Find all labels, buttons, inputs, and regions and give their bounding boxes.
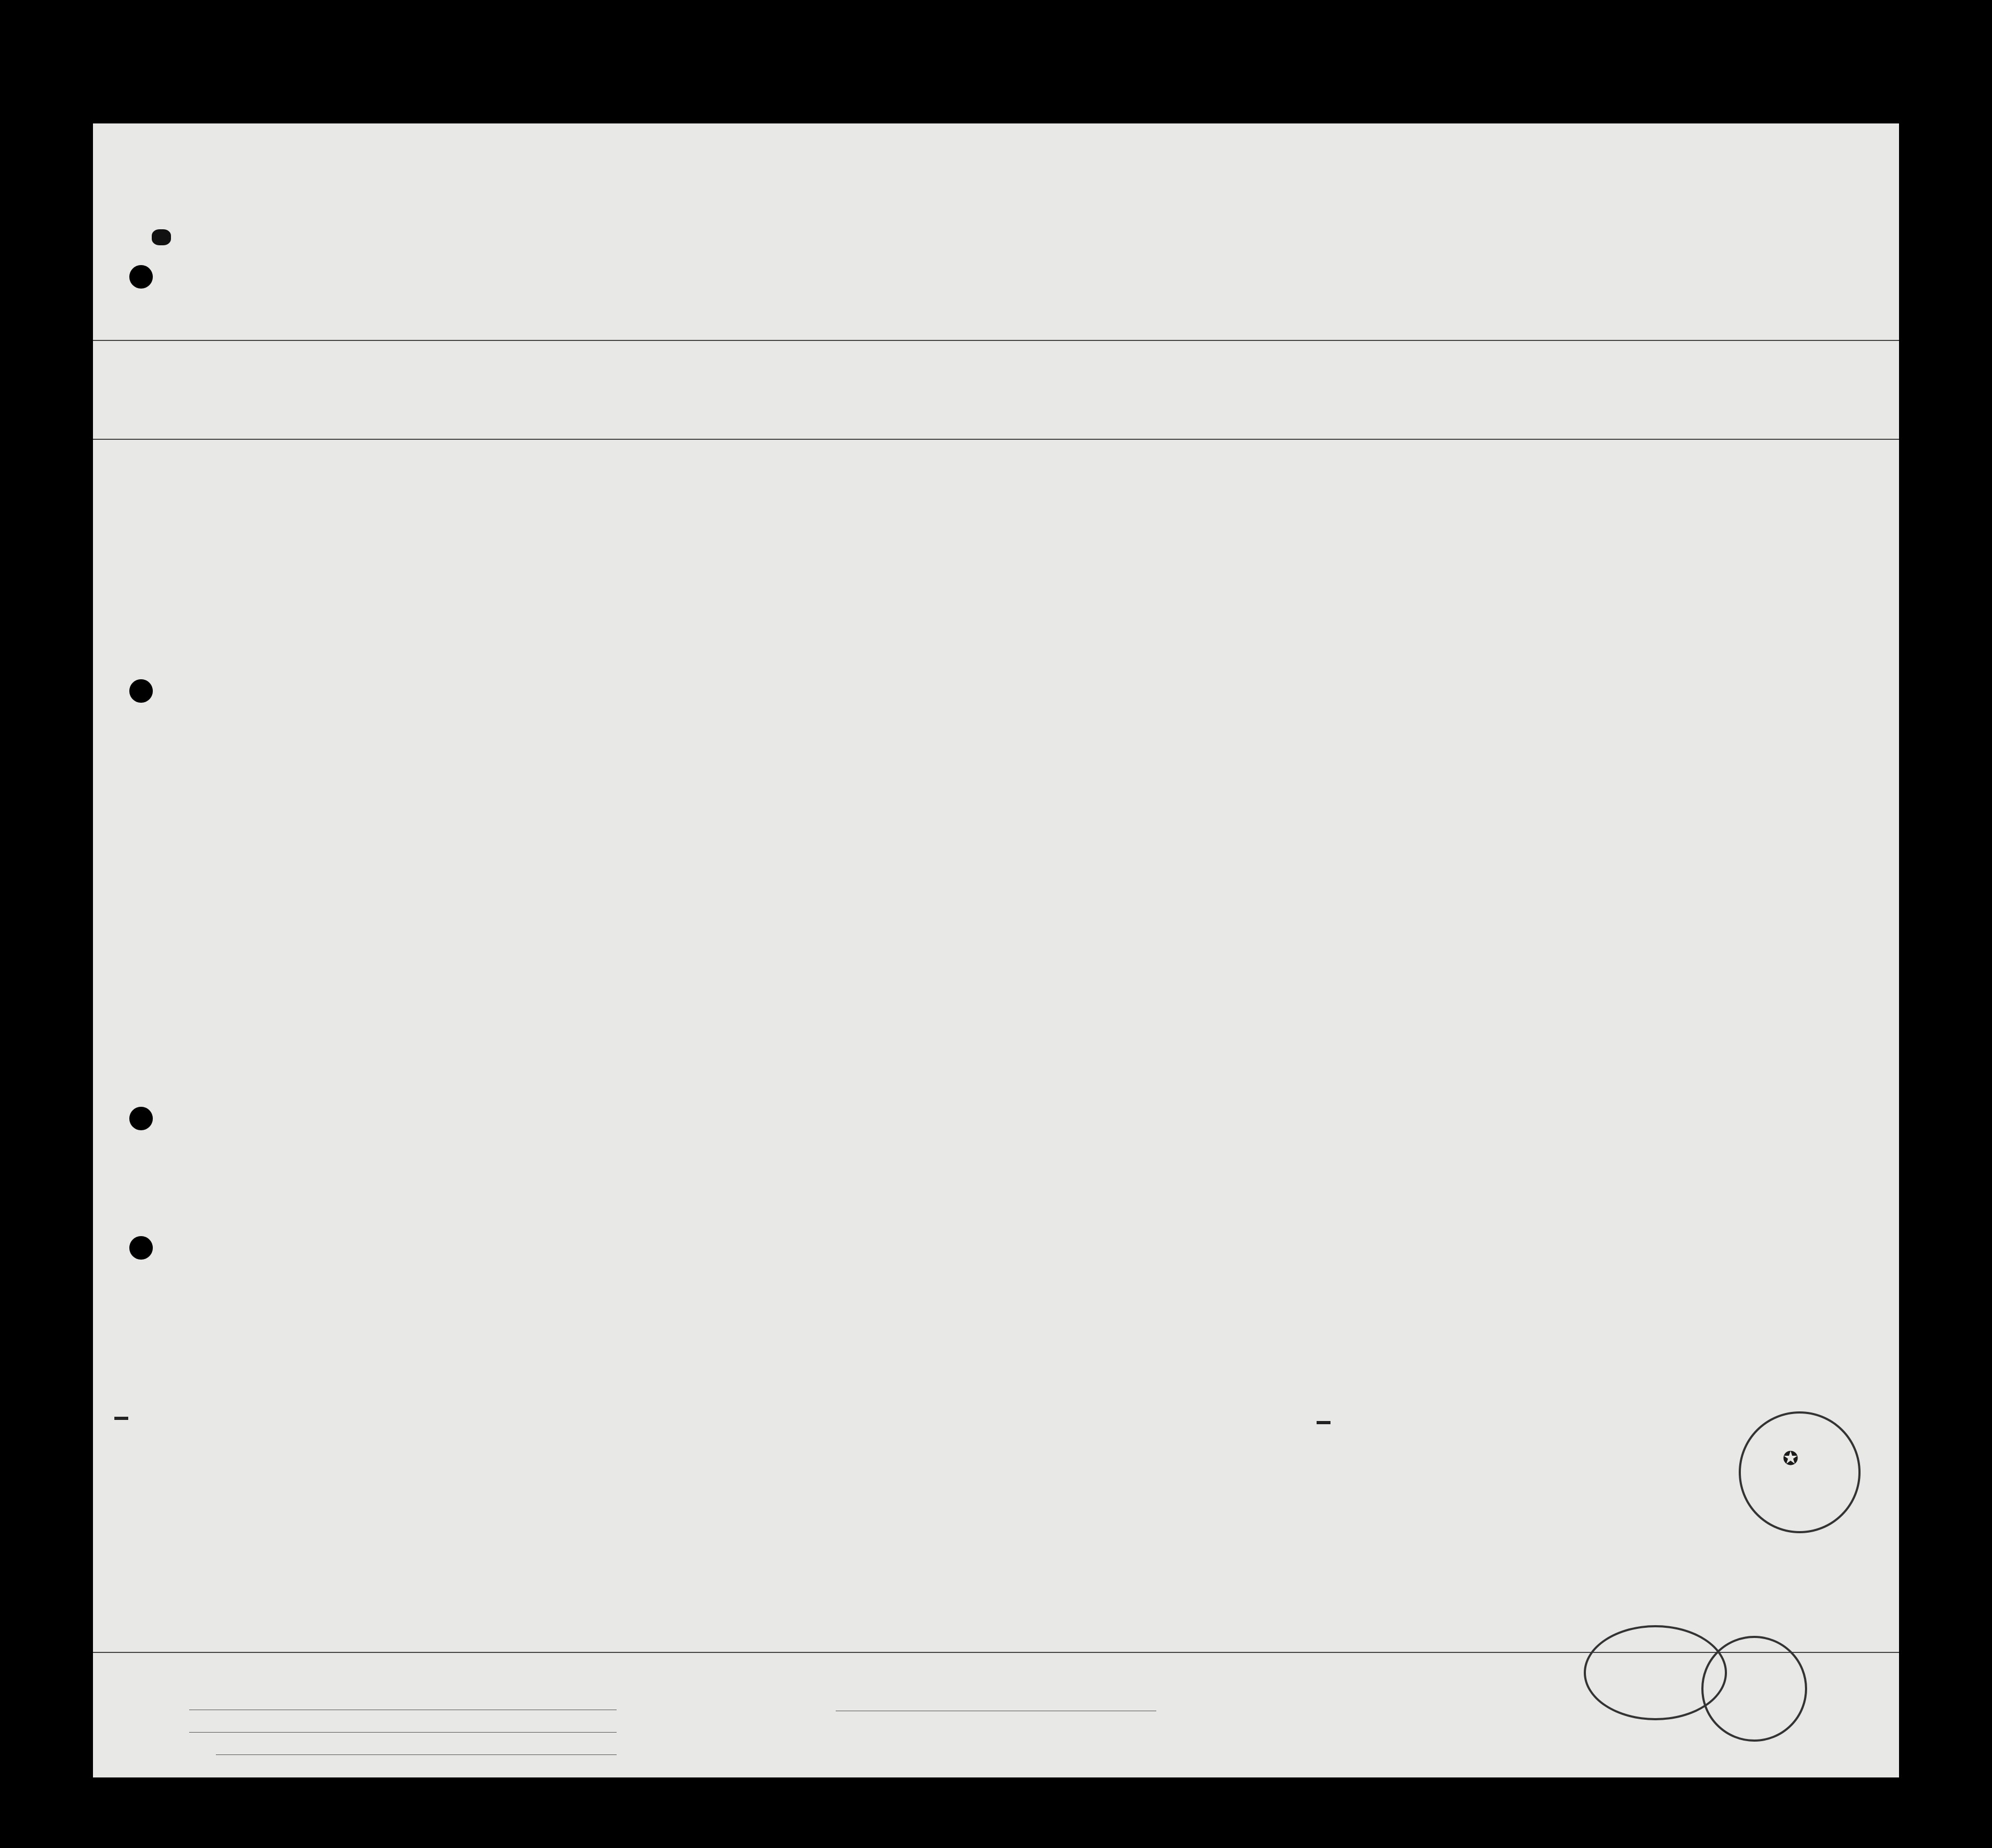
footer-rule [216, 1754, 617, 1755]
consulate-seal-stamp [1701, 1636, 1807, 1742]
ink-blot [152, 229, 171, 245]
did-not-sail-stamp [114, 1417, 128, 1420]
consulate-seal-text [1713, 1661, 1795, 1700]
manifest-table [93, 340, 1899, 1652]
footer-rule [189, 1732, 617, 1733]
punch-hole [129, 265, 153, 289]
manifest-sheet [93, 123, 1899, 1777]
consulate-seal-stamp [1739, 1411, 1861, 1533]
consulate-seal-text [1756, 1445, 1843, 1485]
eagle-icon: ✪ [1783, 1443, 1799, 1473]
did-not-sail-stamp [1317, 1421, 1330, 1424]
marine-office-text [1597, 1646, 1714, 1663]
